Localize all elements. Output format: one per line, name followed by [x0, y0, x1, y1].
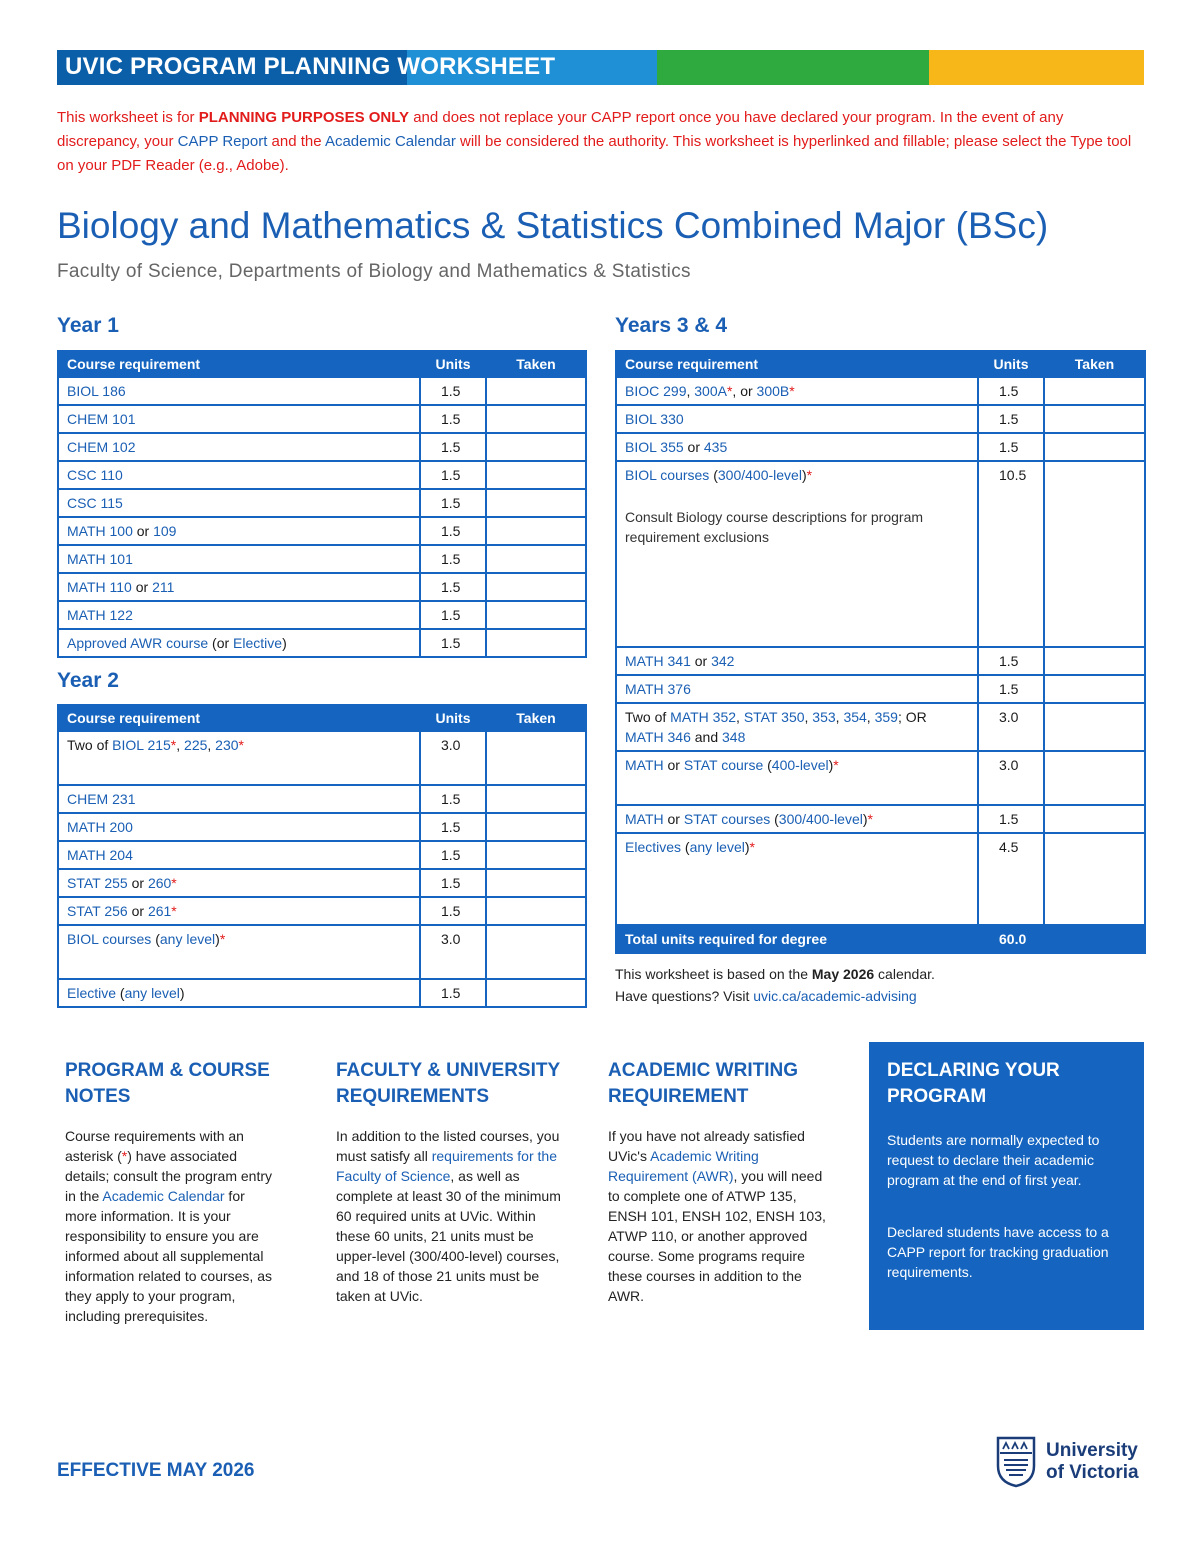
course-row — [58, 869, 586, 897]
units-cell: 1.5 — [420, 573, 486, 601]
course-row — [58, 813, 586, 841]
units-cell: 1.5 — [420, 841, 486, 869]
faculty-requirements-link[interactable]: requirements for the Faculty of Science — [336, 1148, 557, 1184]
year34-table — [615, 350, 1146, 954]
year34-heading: Years 3 & 4 — [615, 314, 728, 337]
course-row — [58, 785, 586, 813]
course-cell: CSC 110 — [58, 461, 420, 489]
course-row — [616, 675, 1145, 703]
course-cell: Two of BIOL 215*, 225, 230* — [58, 731, 420, 785]
logo-line2: of Victoria — [1046, 1462, 1139, 1483]
units-header: Units — [420, 705, 486, 731]
taken-input[interactable] — [486, 461, 586, 489]
units-cell: 3.0 — [420, 925, 486, 979]
program-course-notes-title: PROGRAM & COURSE NOTES — [65, 1060, 270, 1107]
header-banner — [57, 50, 1144, 85]
course-row — [58, 461, 586, 489]
program-subtitle: Faculty of Science, Departments of Biology and Mathematics & Statistics — [57, 261, 691, 282]
total-units: 60.0 — [978, 925, 1044, 953]
units-cell: 1.5 — [978, 377, 1044, 405]
faculty-requirements-title: FACULTY & UNIVERSITY REQUIREMENTS — [336, 1060, 560, 1107]
units-cell: 1.5 — [420, 433, 486, 461]
taken-input[interactable] — [486, 897, 586, 925]
units-cell: 1.5 — [420, 545, 486, 573]
units-header: Units — [420, 351, 486, 377]
course-cell: CSC 115 — [58, 489, 420, 517]
uvic-logo — [996, 1436, 1146, 1492]
course-cell: BIOL courses (any level)* — [58, 925, 420, 979]
taken-input[interactable] — [486, 377, 586, 405]
course-row — [616, 647, 1145, 675]
units-cell: 1.5 — [978, 647, 1044, 675]
units-cell: 1.5 — [420, 489, 486, 517]
academic-calendar-link[interactable]: Academic Calendar — [102, 1188, 225, 1204]
taken-input[interactable] — [486, 731, 586, 785]
course-header: Course requirement — [58, 351, 420, 377]
course-cell: MATH 204 — [58, 841, 420, 869]
course-header: Course requirement — [58, 705, 420, 731]
uvic-crest-icon — [996, 1436, 1036, 1488]
course-cell: Approved AWR course (or Elective) — [58, 629, 420, 657]
banner-segment-green — [657, 50, 929, 85]
course-cell: BIOC 299, 300A*, or 300B* — [616, 377, 978, 405]
taken-input[interactable] — [1044, 461, 1145, 647]
capp-report-link[interactable]: CAPP Report — [177, 133, 268, 150]
units-cell: 3.0 — [978, 703, 1044, 751]
year1-table — [57, 350, 587, 658]
taken-input[interactable] — [486, 869, 586, 897]
units-cell: 1.5 — [420, 517, 486, 545]
taken-input[interactable] — [486, 813, 586, 841]
units-cell: 1.5 — [978, 405, 1044, 433]
course-cell: BIOL 186 — [58, 377, 420, 405]
course-row — [616, 405, 1145, 433]
units-cell: 1.5 — [978, 805, 1044, 833]
course-row — [58, 979, 586, 1007]
taken-input[interactable] — [1044, 647, 1145, 675]
course-row — [616, 461, 1145, 647]
taken-input[interactable] — [486, 405, 586, 433]
taken-input[interactable] — [486, 433, 586, 461]
taken-input[interactable] — [1044, 703, 1145, 751]
units-header: Units — [978, 351, 1044, 377]
logo-line1: University — [1046, 1440, 1138, 1461]
course-header: Course requirement — [616, 351, 978, 377]
course-row — [616, 433, 1145, 461]
course-cell: MATH 100 or 109 — [58, 517, 420, 545]
course-row — [58, 489, 586, 517]
taken-input[interactable] — [1044, 833, 1145, 925]
declaring-title: DECLARING YOUR PROGRAM — [887, 1060, 1060, 1107]
taken-input[interactable] — [486, 517, 586, 545]
taken-input[interactable] — [486, 601, 586, 629]
taken-input[interactable] — [486, 573, 586, 601]
course-row — [58, 731, 586, 785]
course-cell: MATH 101 — [58, 545, 420, 573]
units-cell: 1.5 — [420, 461, 486, 489]
units-cell: 1.5 — [978, 675, 1044, 703]
academic-writing-title: ACADEMIC WRITING REQUIREMENT — [608, 1060, 798, 1107]
taken-input[interactable] — [1044, 405, 1145, 433]
taken-input[interactable] — [486, 841, 586, 869]
course-note: Consult Biology course descriptions for program requirement exclusions — [625, 509, 924, 545]
units-cell: 10.5 — [978, 461, 1044, 647]
total-row — [616, 925, 1145, 953]
course-cell: BIOL 330 — [616, 405, 978, 433]
declaring-text-2: Declared students have access to a CAPP report for tracking graduation requirements. — [887, 1224, 1109, 1280]
course-row — [58, 433, 586, 461]
course-cell: Elective (any level) — [58, 979, 420, 1007]
course-row — [58, 601, 586, 629]
taken-input[interactable] — [1044, 751, 1145, 805]
course-cell: MATH or STAT courses (300/400-level)* — [616, 805, 978, 833]
units-cell: 3.0 — [420, 731, 486, 785]
course-row — [58, 405, 586, 433]
program-course-notes: PROGRAM & COURSE NOTES Course requirements with an asterisk (*) have associated details; consult the program entry in the Academic Calendar for more information. It is your responsibility to ensure you are informed about all supplemental information related to courses, as they apply to your program, including prerequisites. — [65, 1058, 280, 1326]
taken-header: Taken — [1044, 351, 1145, 377]
course-row — [58, 545, 586, 573]
course-row — [58, 925, 586, 979]
taken-input[interactable] — [1044, 377, 1145, 405]
total-taken — [1044, 925, 1145, 953]
declaring-text-1: Students are normally expected to request to declare their academic program at the end of first year. — [887, 1132, 1100, 1188]
taken-input[interactable] — [1044, 675, 1145, 703]
course-cell: CHEM 231 — [58, 785, 420, 813]
course-cell: BIOL courses (300/400-level)* Consult Biology course descriptions for program requirement exclusions — [616, 461, 978, 647]
year2-table — [57, 704, 587, 1008]
course-cell: MATH 110 or 211 — [58, 573, 420, 601]
units-cell: 1.5 — [420, 785, 486, 813]
taken-input[interactable] — [486, 545, 586, 573]
units-cell: 1.5 — [420, 979, 486, 1007]
taken-input[interactable] — [486, 925, 586, 979]
year2-heading: Year 2 — [57, 669, 119, 692]
taken-header: Taken — [486, 351, 586, 377]
course-row — [616, 751, 1145, 805]
program-title: Biology and Mathematics & Statistics Combined Major (BSc) — [57, 205, 1049, 246]
course-row — [616, 377, 1145, 405]
course-cell: MATH 200 — [58, 813, 420, 841]
course-cell: BIOL 355 or 435 — [616, 433, 978, 461]
course-cell: CHEM 101 — [58, 405, 420, 433]
course-cell: Electives (any level)* — [616, 833, 978, 925]
course-row — [58, 517, 586, 545]
course-cell: Two of MATH 352, STAT 350, 353, 354, 359; OR MATH 346 and 348 — [616, 703, 978, 751]
academic-calendar-link[interactable]: Academic Calendar — [324, 133, 456, 150]
taken-input[interactable] — [1044, 805, 1145, 833]
taken-input[interactable] — [486, 489, 586, 517]
course-row — [616, 805, 1145, 833]
course-row — [58, 841, 586, 869]
course-cell: MATH 122 — [58, 601, 420, 629]
taken-input[interactable] — [486, 785, 586, 813]
course-cell: STAT 256 or 261* — [58, 897, 420, 925]
units-cell: 1.5 — [420, 869, 486, 897]
course-cell: MATH 341 or 342 — [616, 647, 978, 675]
course-cell: STAT 255 or 260* — [58, 869, 420, 897]
declaring-program-box — [869, 1042, 1144, 1330]
awr-link[interactable]: Academic Writing Requirement (AWR) — [608, 1148, 759, 1184]
effective-date: EFFECTIVE MAY 2026 — [57, 1460, 255, 1481]
banner-title: UVIC PROGRAM PLANNING WORKSHEET — [65, 53, 556, 80]
total-label: Total units required for degree — [616, 925, 978, 953]
course-row — [616, 703, 1145, 751]
units-cell: 1.5 — [420, 629, 486, 657]
units-cell: 3.0 — [978, 751, 1044, 805]
course-row — [616, 833, 1145, 925]
taken-input[interactable] — [1044, 433, 1145, 461]
academic-writing-requirement: ACADEMIC WRITING REQUIREMENT If you have not already satisfied UVic's Academic Writing Requirement (AWR), you will need to complete one of ATWP 135, ENSH 101, ENSH 102, ENSH 103, ATWP 110, or another approved course. Some programs require these courses in addition to the AWR. — [608, 1058, 833, 1306]
academic-advising-link[interactable]: uvic.ca/academic-advising — [753, 988, 917, 1004]
units-cell: 1.5 — [978, 433, 1044, 461]
calendar-basis: This worksheet is based on the May 2026 calendar. Have questions? Visit uvic.ca/academic-advising — [615, 966, 935, 1004]
course-row — [58, 629, 586, 657]
taken-input[interactable] — [486, 979, 586, 1007]
taken-header: Taken — [486, 705, 586, 731]
units-cell: 1.5 — [420, 377, 486, 405]
faculty-requirements: FACULTY & UNIVERSITY REQUIREMENTS In addition to the listed courses, you must satisfy all requirements for the Faculty of Science, as well as complete at least 30 of the minimum 60 required units at UVic. Within these 60 units, 21 units must be upper-level (300/400-level) courses, and 18 of those 21 units must be taken at UVic. — [336, 1058, 576, 1306]
units-cell: 1.5 — [420, 601, 486, 629]
course-row — [58, 897, 586, 925]
disclaimer: This worksheet is for PLANNING PURPOSES ONLY and does not replace your CAPP report once you have declared your program. In the event of any discrepancy, your CAPP Report and the Academic Calendar will be considered the authority. This worksheet is hyperlinked and fillable; please select the Type tool on your PDF Reader (e.g., Adobe). — [57, 109, 1132, 174]
units-cell: 1.5 — [420, 405, 486, 433]
course-cell: CHEM 102 — [58, 433, 420, 461]
taken-input[interactable] — [486, 629, 586, 657]
units-cell: 4.5 — [978, 833, 1044, 925]
course-row — [58, 377, 586, 405]
course-row — [58, 573, 586, 601]
units-cell: 1.5 — [420, 897, 486, 925]
year1-heading: Year 1 — [57, 314, 119, 337]
course-cell: MATH 376 — [616, 675, 978, 703]
banner-segment-yellow — [929, 50, 1144, 85]
course-cell: MATH or STAT course (400-level)* — [616, 751, 978, 805]
units-cell: 1.5 — [420, 813, 486, 841]
